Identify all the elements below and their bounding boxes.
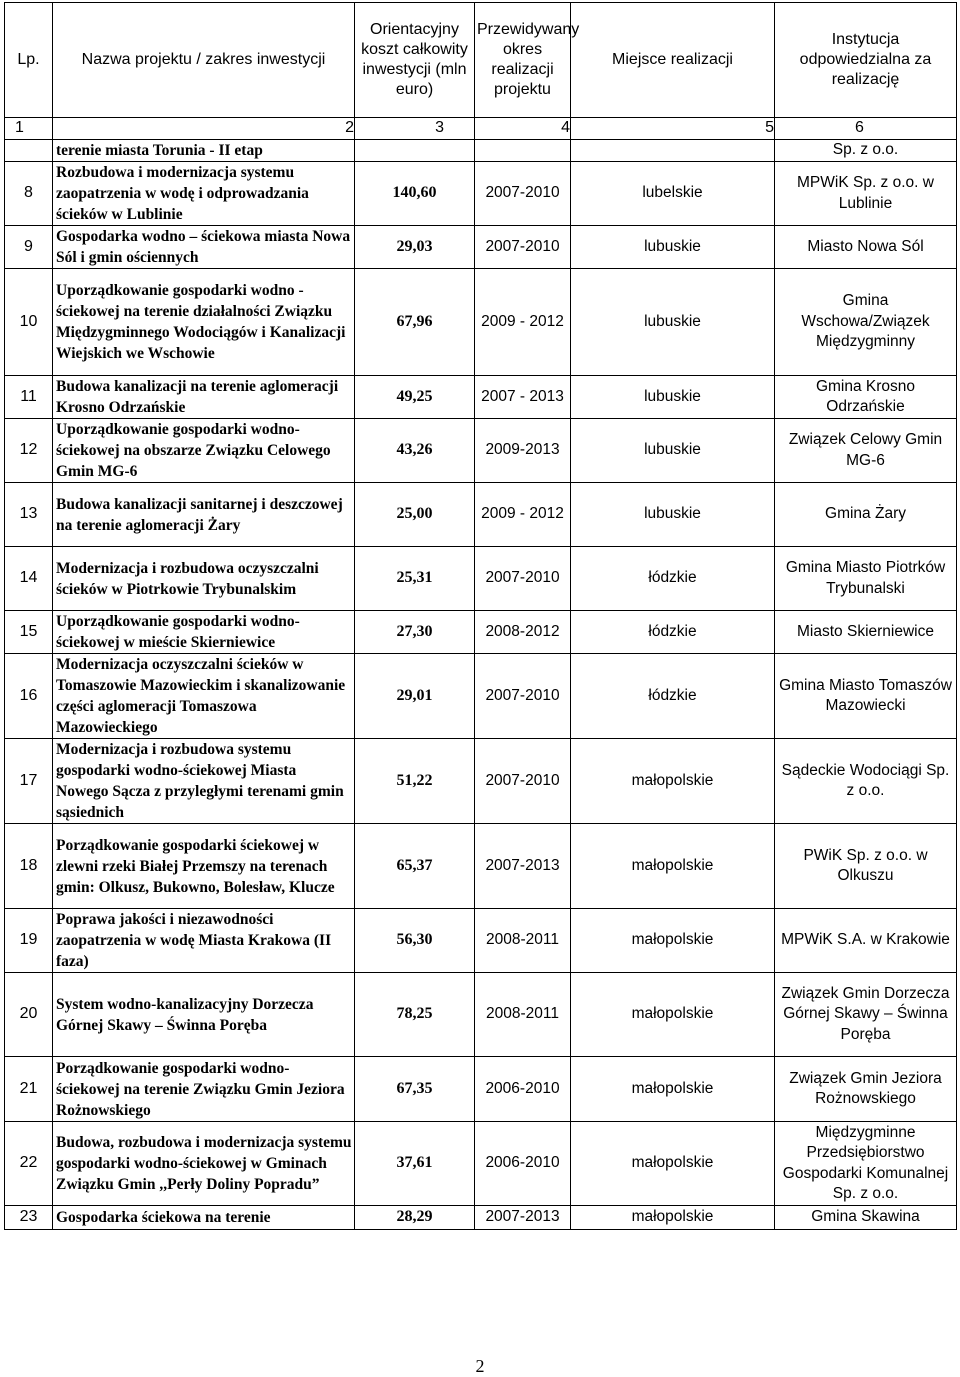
project-period: 2007-2010: [475, 162, 571, 226]
project-name: Budowa kanalizacji sanitarnej i deszczowej na terenie aglomeracji Żary: [53, 483, 355, 547]
project-period: 2007-2010: [475, 547, 571, 611]
empty-cell: [475, 140, 571, 162]
row-number: 10: [5, 269, 53, 376]
project-institution: Sądeckie Wodociągi Sp. z o.o.: [775, 739, 957, 824]
project-cost: 25,00: [355, 483, 475, 547]
row-number: 8: [5, 162, 53, 226]
row-number: 13: [5, 483, 53, 547]
project-cost: 51,22: [355, 739, 475, 824]
project-institution: PWiK Sp. z o.o. w Olkuszu: [775, 824, 957, 909]
row-number: 12: [5, 419, 53, 483]
projects-table: [4, 2, 957, 1230]
project-cost: 140,60: [355, 162, 475, 226]
project-name: Modernizacja i rozbudowa oczyszczalni ścieków w Piotrkowie Trybunalskim: [53, 547, 355, 611]
project-name: Uporządkowanie gospodarki wodno-ściekowej w mieście Skierniewice: [53, 611, 355, 654]
project-name: Budowa kanalizacji na terenie aglomeracji Krosno Odrzańskie: [53, 376, 355, 419]
project-cost: 78,25: [355, 973, 475, 1057]
project-name: Budowa, rozbudowa i modernizacja systemu gospodarki wodno-ściekowej w Gminach Związku Gmin ,,Perły Doliny Popradu”: [53, 1122, 355, 1206]
project-institution: Miasto Skierniewice: [775, 611, 957, 654]
project-institution: Gmina Wschowa/Związek Międzygminny: [775, 269, 957, 376]
project-name: Porządkowanie gospodarki ściekowej w zlewni rzeki Białej Przemszy na terenach gmin: Olkusz, Bukowno, Bolesław, Klucze: [53, 824, 355, 909]
table-row: [5, 611, 957, 654]
project-period: 2007-2010: [475, 739, 571, 824]
project-name: Rozbudowa i modernizacja systemu zaopatrzenia w wodę i odprowadzania ścieków w Lublinie: [53, 162, 355, 226]
project-place: lubelskie: [571, 162, 775, 226]
project-place: małopolskie: [571, 1206, 775, 1230]
project-name: Uporządkowanie gospodarki wodno - ściekowej na terenie działalności Związku Międzygminnego Wodociągów i Kanalizacji Wiejskich we Wschowie: [53, 269, 355, 376]
table-row: [5, 376, 957, 419]
row-number: 11: [5, 376, 53, 419]
project-place: lubuskie: [571, 376, 775, 419]
table-row: [5, 547, 957, 611]
project-period: 2006-2010: [475, 1122, 571, 1206]
project-cost: 25,31: [355, 547, 475, 611]
column-number: 6: [775, 118, 957, 140]
table-row: [5, 226, 957, 269]
column-numbers-row: [5, 118, 957, 140]
row-number: 17: [5, 739, 53, 824]
project-place: lubuskie: [571, 483, 775, 547]
table-row: [5, 909, 957, 973]
project-place: małopolskie: [571, 909, 775, 973]
table-row: [5, 1206, 957, 1230]
project-name: Gospodarka ściekowa na terenie: [53, 1206, 355, 1230]
header-place: Miejsce realizacji: [571, 3, 775, 118]
project-institution: Gmina Krosno Odrzańskie: [775, 376, 957, 419]
project-cost: 49,25: [355, 376, 475, 419]
header-row: [5, 3, 957, 118]
project-place: lubuskie: [571, 419, 775, 483]
row-number: 19: [5, 909, 53, 973]
project-period: 2009 - 2012: [475, 483, 571, 547]
header-lp: Lp.: [5, 3, 53, 118]
project-period: 2008-2011: [475, 973, 571, 1057]
header-name: Nazwa projektu / zakres inwestycji: [53, 3, 355, 118]
project-place: łódzkie: [571, 654, 775, 739]
project-place: małopolskie: [571, 824, 775, 909]
row-number: 15: [5, 611, 53, 654]
row-number: 16: [5, 654, 53, 739]
project-place: łódzkie: [571, 547, 775, 611]
column-number: 2: [53, 118, 355, 140]
header-cost: Orientacyjny koszt całkowity inwestycji (mln euro): [355, 3, 475, 118]
continuation-institution: Sp. z o.o.: [775, 140, 957, 162]
project-cost: 37,61: [355, 1122, 475, 1206]
row-number: 21: [5, 1057, 53, 1122]
table-row: [5, 483, 957, 547]
page-number: 2: [475, 1356, 485, 1376]
continuation-lp: [5, 140, 53, 162]
header-period: Przewidywany okres realizacji projektu: [475, 3, 571, 118]
project-cost: 43,26: [355, 419, 475, 483]
project-period: 2007-2010: [475, 654, 571, 739]
table-row: [5, 1057, 957, 1122]
project-place: małopolskie: [571, 1122, 775, 1206]
project-name: System wodno-kanalizacyjny Dorzecza Górnej Skawy – Świnna Poręba: [53, 973, 355, 1057]
project-name: Porządkowanie gospodarki wodno-ściekowej na terenie Związku Gmin Jeziora Rożnowskiego: [53, 1057, 355, 1122]
table-row: [5, 269, 957, 376]
project-place: łódzkie: [571, 611, 775, 654]
project-cost: 29,01: [355, 654, 475, 739]
row-number: 22: [5, 1122, 53, 1206]
project-name: Modernizacja oczyszczalni ścieków w Tomaszowie Mazowieckim i skanalizowanie części aglomeracji Tomaszowa Mazowieckiego: [53, 654, 355, 739]
project-period: 2008-2012: [475, 611, 571, 654]
project-place: małopolskie: [571, 973, 775, 1057]
project-cost: 56,30: [355, 909, 475, 973]
project-name: Uporządkowanie gospodarki wodno-ściekowej na obszarze Związku Celowego Gmin MG-6: [53, 419, 355, 483]
project-cost: 67,96: [355, 269, 475, 376]
project-cost: 65,37: [355, 824, 475, 909]
empty-cell: [355, 140, 475, 162]
project-cost: 29,03: [355, 226, 475, 269]
row-number: 18: [5, 824, 53, 909]
table-row: [5, 419, 957, 483]
row-number: 23: [5, 1206, 53, 1230]
project-cost: 27,30: [355, 611, 475, 654]
row-number: 14: [5, 547, 53, 611]
project-name: Modernizacja i rozbudowa systemu gospodarki wodno-ściekowej Miasta Nowego Sącza z przyległymi terenami gmin sąsiednich: [53, 739, 355, 824]
project-period: 2007-2013: [475, 824, 571, 909]
column-number: 1: [5, 118, 53, 140]
project-period: 2008-2011: [475, 909, 571, 973]
table-row: [5, 1122, 957, 1206]
project-institution: Związek Celowy Gmin MG-6: [775, 419, 957, 483]
project-period: 2007 - 2013: [475, 376, 571, 419]
project-institution: Międzygminne Przedsiębiorstwo Gospodarki Komunalnej Sp. z o.o.: [775, 1122, 957, 1206]
empty-cell: [571, 140, 775, 162]
column-number: 5: [571, 118, 775, 140]
project-period: 2007-2013: [475, 1206, 571, 1230]
table-row: [5, 973, 957, 1057]
row-number: 20: [5, 973, 53, 1057]
project-institution: Gmina Miasto Tomaszów Mazowiecki: [775, 654, 957, 739]
project-place: lubuskie: [571, 269, 775, 376]
project-cost: 28,29: [355, 1206, 475, 1230]
table-row: [5, 824, 957, 909]
table-row: [5, 654, 957, 739]
project-institution: Gmina Miasto Piotrków Trybunalski: [775, 547, 957, 611]
project-place: lubuskie: [571, 226, 775, 269]
project-period: 2009 - 2012: [475, 269, 571, 376]
project-institution: Związek Gmin Dorzecza Górnej Skawy – Świnna Poręba: [775, 973, 957, 1057]
project-institution: MPWiK Sp. z o.o. w Lublinie: [775, 162, 957, 226]
row-number: 9: [5, 226, 53, 269]
project-institution: Związek Gmin Jeziora Rożnowskiego: [775, 1057, 957, 1122]
table-row: [5, 162, 957, 226]
project-name: Gospodarka wodno – ściekowa miasta Nowa Sól i gmin ościennych: [53, 226, 355, 269]
header-institution: Instytucja odpowiedzialna za realizację: [775, 3, 957, 118]
table-row: [5, 739, 957, 824]
project-institution: Gmina Skawina: [775, 1206, 957, 1230]
column-number: 4: [475, 118, 571, 140]
project-period: 2006-2010: [475, 1057, 571, 1122]
project-place: małopolskie: [571, 739, 775, 824]
project-name: Poprawa jakości i niezawodności zaopatrzenia w wodę Miasta Krakowa (II faza): [53, 909, 355, 973]
continuation-name: terenie miasta Torunia - II etap: [53, 140, 355, 162]
project-place: małopolskie: [571, 1057, 775, 1122]
project-period: 2007-2010: [475, 226, 571, 269]
project-period: 2009-2013: [475, 419, 571, 483]
continuation-row: [5, 140, 957, 162]
project-institution: MPWiK S.A. w Krakowie: [775, 909, 957, 973]
column-number: 3: [355, 118, 475, 140]
project-cost: 67,35: [355, 1057, 475, 1122]
project-institution: Gmina Żary: [775, 483, 957, 547]
project-institution: Miasto Nowa Sól: [775, 226, 957, 269]
